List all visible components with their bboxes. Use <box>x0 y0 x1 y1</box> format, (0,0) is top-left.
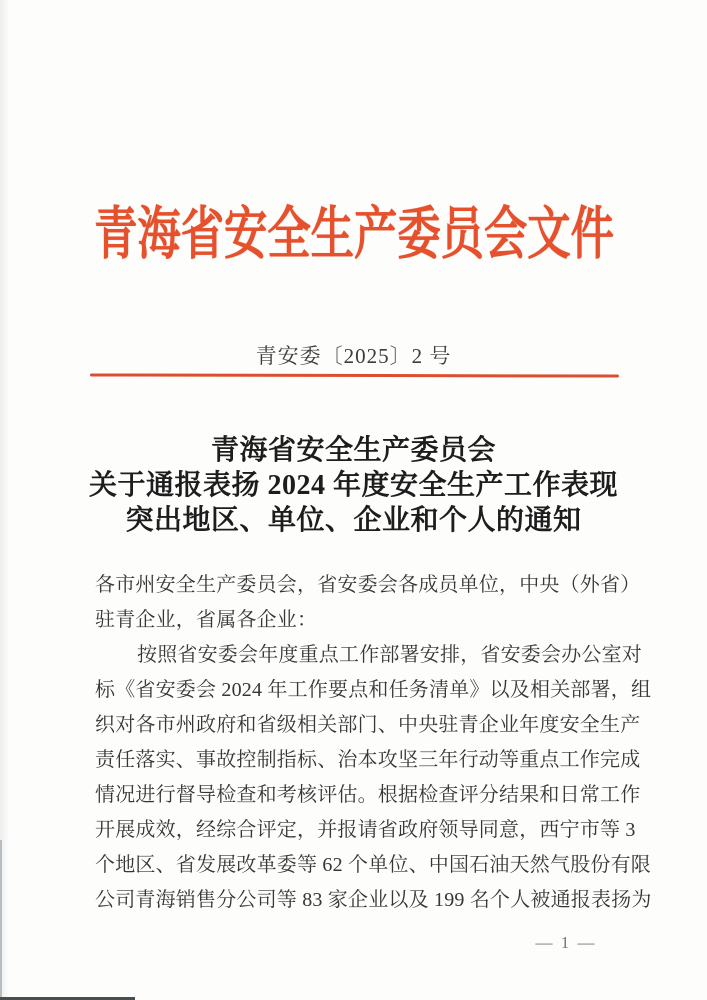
body-text-line: 情况进行督导检查和考核评估。根据检查评分结果和日常工作 <box>95 784 641 806</box>
document-red-header-text: 青海省安全生产委员会文件 <box>93 203 614 266</box>
page-number: — 1 — <box>535 933 597 952</box>
document-title-line: 青海省安全生产委员会 <box>210 435 496 466</box>
document-title-line: 关于通报表扬 2024 年度安全生产工作表现 <box>88 470 618 501</box>
document-red-header <box>0 203 707 266</box>
body-text-line: 驻青企业，省属各企业： <box>95 609 318 631</box>
red-divider-line <box>90 373 619 377</box>
body-text-line: 责任落实、事故控制指标、治本攻坚三年行动等重点工作完成 <box>95 749 641 771</box>
document-number: 青安委〔2025〕2 号 <box>255 344 452 368</box>
body-text-line: 按照省安委会年度重点工作部署安排，省安委会办公室对 <box>137 644 642 666</box>
scan-left-edge-shadow <box>0 840 2 1000</box>
document-body <box>95 568 652 918</box>
body-text-line: 标《省安委会 2024 年工作要点和任务清单》以及相关部署，组 <box>95 679 652 701</box>
body-text-line: 织对各市州政府和省级相关部门、中央驻青企业年度安全生产 <box>95 714 641 736</box>
document-title-line: 突出地区、单位、企业和个人的通知 <box>125 505 582 536</box>
body-text-line: 公司青海销售分公司等 83 家企业以及 199 名个人被通报表扬为 <box>95 889 652 911</box>
body-text-line: 开展成效，经综合评定，并报请省政府领导同意，西宁市等 3 <box>95 819 636 841</box>
body-text-line: 个地区、省发展改革委等 62 个单位、中国石油天然气股份有限 <box>95 854 651 876</box>
document-title <box>0 433 707 538</box>
body-text-line: 各市州安全生产委员会，省安委会各成员单位，中央（外省） <box>95 574 641 596</box>
